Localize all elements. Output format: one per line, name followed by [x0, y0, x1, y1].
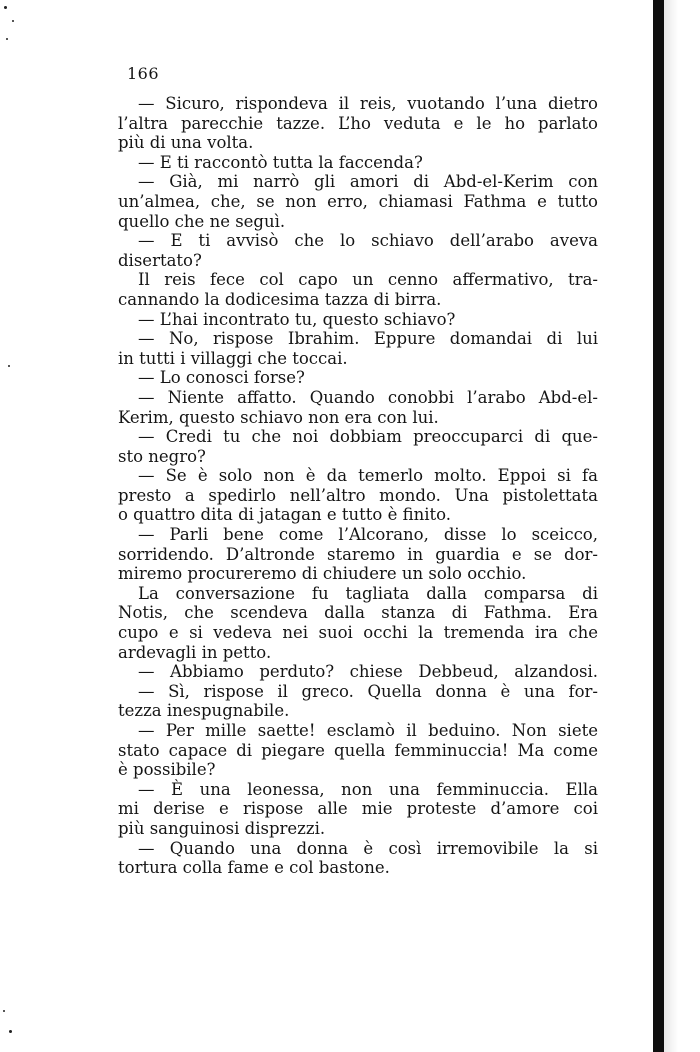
- text-line: — È una leonessa, non una femminuccia. Ella: [138, 779, 598, 799]
- text-line: sorridendo. D’altronde staremo in guardia e se dor-: [118, 544, 598, 564]
- text-line: tortura colla fame e col bastone.: [118, 858, 390, 878]
- text-line: La conversazione fu tagliata dalla comparsa di: [138, 583, 598, 603]
- text-line: un’almea, che, se non erro, chiamasi Fathma e tutto: [118, 191, 598, 211]
- text-line: quello che ne seguì.: [118, 211, 286, 231]
- text-line: Notis, che scendeva dalla stanza di Fathma. Era: [118, 603, 598, 623]
- text-line: — E ti avvisò che lo schiavo dell’arabo aveva: [138, 231, 598, 251]
- text-line: Kerim, questo schiavo non era con lui.: [118, 407, 439, 427]
- text-line: presto a spedirlo nell’altro mondo. Una pistolettata: [118, 485, 598, 505]
- text-line: sto negro?: [118, 446, 206, 466]
- text-line: è possibile?: [118, 760, 216, 780]
- text-line: tezza inespugnabile.: [118, 701, 290, 721]
- text-line: — Sì, rispose il greco. Quella donna è una for-: [138, 681, 598, 701]
- text-line: — Quando una donna è così irremovibile la si: [138, 838, 598, 858]
- text-line: — Lo conosci forse?: [138, 368, 305, 388]
- text-line: Il reis fece col capo un cenno affermativo, tra-: [138, 270, 598, 290]
- text-line: disertato?: [118, 250, 202, 270]
- print-speck: [9, 1030, 12, 1033]
- body-text: [118, 94, 598, 878]
- text-line: miremo procureremo di chiudere un solo occhio.: [118, 564, 527, 584]
- text-line: più sanguinosi disprezzi.: [118, 818, 326, 838]
- book-spine-shadow: [653, 0, 664, 1052]
- text-line: — Niente affatto. Quando conobbi l’arabo Abd-el-: [138, 387, 598, 407]
- text-line: — Credi tu che noi dobbiam preoccuparci di que-: [138, 427, 598, 447]
- print-speck: [12, 20, 14, 22]
- text-line: più di una volta.: [118, 133, 254, 153]
- text-line: — Parli bene come l’Alcorano, disse lo sceicco,: [138, 525, 598, 545]
- text-line: cannando la dodicesima tazza di birra.: [118, 289, 442, 309]
- text-line: — Per mille saette! esclamò il beduino. Non siete: [138, 721, 598, 740]
- text-line: l’altra parecchie tazze. L’ho veduta e le ho parlato: [118, 113, 598, 133]
- print-speck: [4, 6, 7, 9]
- text-line: — Se è solo non è da temerlo molto. Eppoi si fa: [138, 466, 598, 486]
- text-line: stato capace di piegare quella femminuccia! Ma come: [118, 740, 598, 760]
- text-line: o quattro dita di jatagan e tutto è finito.: [118, 505, 452, 525]
- print-speck: [3, 1010, 5, 1012]
- text-line: — L’hai incontrato tu, questo schiavo?: [138, 309, 456, 329]
- page-edge: [664, 0, 700, 1052]
- text-line: mi derise e rispose alle mie proteste d’amore coi: [118, 799, 598, 819]
- text-line: cupo e si vedeva nei suoi occhi la tremenda ira che: [118, 623, 598, 643]
- text-line: in tutti i villaggi che toccai.: [118, 348, 348, 368]
- text-line: — E ti raccontò tutta la faccenda?: [138, 152, 423, 172]
- text-line: — No, rispose Ibrahim. Eppure domandai di lui: [138, 329, 598, 349]
- print-speck: [8, 365, 10, 367]
- text-line: ardevagli in petto.: [118, 642, 272, 662]
- text-line: — Abbiamo perduto? chiese Debbeud, alzandosi.: [138, 662, 598, 682]
- text-line: — Sicuro, rispondeva il reis, vuotando l’una dietro: [138, 94, 598, 113]
- text-line: — Già, mi narrò gli amori di Abd-el-Kerim con: [138, 172, 598, 192]
- page-number: 166: [127, 64, 160, 83]
- print-speck: [6, 38, 8, 40]
